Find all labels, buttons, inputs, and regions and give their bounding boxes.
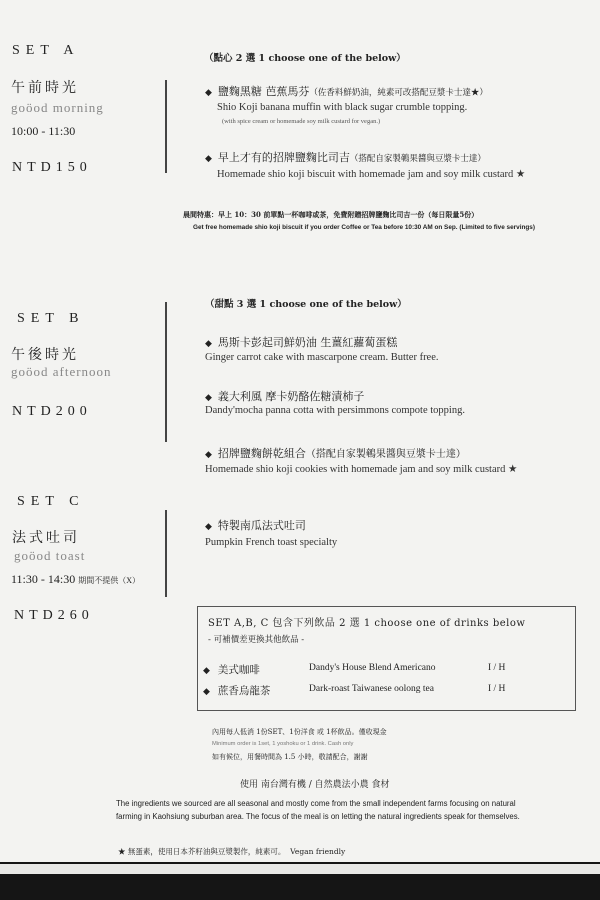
morning-offer-zh: 晨間特惠：早上 10：30 前單點一杯咖啡或茶，免費附贈招牌鹽麴比司吉一份（每日限量5份） — [183, 210, 479, 219]
set-b-item-1-zh: ◆ 馬斯卡彭起司鮮奶油 生薑紅蘿蔔蛋糕 — [205, 336, 398, 349]
set-b-divider — [165, 302, 167, 442]
set-a-price: NTD150 — [12, 160, 92, 175]
diamond-bullet-icon: ◆ — [203, 666, 210, 676]
set-c-name-en: goöod toast — [14, 548, 86, 563]
set-c-time: 11:30 - 14:30 期間不提供（X） — [11, 572, 140, 586]
set-a-name-en: goöod morning — [11, 100, 104, 115]
set-b-item-2-zh: ◆ 義大利風 摩卡奶酪佐糖漬柿子 — [205, 390, 365, 403]
minimum-order-zh: 內用每人低消 1份SET、1份洋食 或 1杯飲品。僅收現金 — [212, 728, 387, 736]
set-a-choose: （點心 2 選 1 choose one of the below） — [204, 53, 406, 64]
set-b-price: NTD200 — [12, 404, 92, 419]
set-c-item-1-zh: ◆ 特製南瓜法式吐司 — [205, 519, 306, 532]
set-a-label: SET A — [12, 43, 80, 58]
vegan-note: ★ 無蛋素，使用日本芥籽油與豆漿製作，純素可。 Vegan friendly — [118, 847, 346, 856]
drink-2-en: Dark-roast Taiwanese oolong tea — [309, 684, 434, 694]
set-b-choose: （甜點 3 選 1 choose one of the below） — [205, 299, 407, 310]
set-c-divider — [165, 510, 167, 597]
set-a-item-2-en: Homemade shio koji biscuit with homemade jam and soy milk custard ★ — [217, 169, 526, 180]
diamond-bullet-icon: ◆ — [205, 522, 212, 532]
diamond-bullet-icon: ◆ — [205, 339, 212, 349]
minimum-order-en: Minimum order is 1set, 1 yoshoku or 1 drink. Cash only — [212, 741, 354, 747]
drinks-box — [197, 606, 576, 711]
diamond-bullet-icon: ◆ — [205, 154, 212, 164]
ingredients-description: The ingredients we sourced are all seasonal and mostly come from the small independent farms focusing on natural farming in Kaohsiung suburban area. The focus of the meal is on letting the natural ingredients speak for themselves. — [116, 799, 520, 821]
set-a-item-1-zh: ◆ 鹽麴黑糖 芭蕉馬芬（佐香料鮮奶油，純素可改搭配豆漿卡士達★） — [205, 85, 488, 98]
set-c-name-zh: 法式吐司 — [12, 530, 80, 546]
set-b-name-en: goöod afternoon — [11, 364, 112, 379]
drink-1-temp: I / H — [488, 663, 506, 673]
set-a-item-1-en: Shio Koji banana muffin with black sugar crumble topping. — [217, 102, 468, 113]
drink-2-temp: I / H — [488, 684, 506, 694]
diamond-bullet-icon: ◆ — [205, 393, 212, 403]
set-a-divider — [165, 80, 167, 173]
diamond-bullet-icon: ◆ — [203, 687, 210, 697]
drink-2-zh: ◆ 蔗香烏龍茶 — [203, 685, 271, 697]
diamond-bullet-icon: ◆ — [205, 88, 212, 98]
set-a-item-1-en-note: (with spice cream or homemade soy milk custard for vegan.) — [222, 118, 381, 125]
set-b-item-3-zh: ◆ 招牌鹽麴餅乾組合（搭配自家製鵪果醬與豆漿卡士達） — [205, 447, 466, 460]
morning-offer-en: Get free homemade shio koji biscuit if you order Coffee or Tea before 10:30 AM on Sep. (Limited to five servings) — [193, 224, 535, 231]
seating-time-zh: 如有候位，用餐時間為 1.5 小時，敬請配合，謝謝 — [212, 753, 368, 761]
diamond-bullet-icon: ◆ — [205, 450, 212, 460]
set-b-label: SET B — [17, 311, 85, 326]
set-b-item-1-en: Ginger carrot cake with mascarpone cream. Butter free. — [205, 352, 439, 363]
drink-1-en: Dandy's House Blend Americano — [309, 663, 436, 673]
set-a-name-zh: 午前時光 — [11, 80, 79, 96]
set-b-item-2-en: Dandy'mocha panna cotta with persimmons compote topping. — [205, 405, 465, 416]
set-a-time: 10:00 - 11:30 — [11, 124, 76, 138]
drinks-title: SET A,B, C 包含下列飲品 2 選 1 choose one of drinks below — [208, 618, 526, 629]
set-a-item-2-zh: ◆ 早上才有的招牌鹽麴比司吉（搭配自家製鵪果醬與豆漿卡士達） — [205, 151, 486, 164]
set-c-item-1-en: Pumpkin French toast specialty — [205, 537, 338, 548]
set-b-name-zh: 午後時光 — [11, 347, 79, 363]
ingredients-title: 使用 南台灣有機 / 自然農法小農 食材 — [240, 780, 390, 790]
drink-1-zh: ◆ 美式咖啡 — [203, 664, 260, 676]
set-c-label: SET C — [17, 494, 85, 509]
set-b-item-3-en: Homemade shio koji cookies with homemade jam and soy milk custard ★ — [205, 464, 518, 475]
set-c-price: NTD260 — [14, 608, 94, 623]
bottom-frame-strip — [0, 864, 600, 874]
drinks-subtitle: - 可補價差更換其他飲品 - — [208, 635, 305, 645]
